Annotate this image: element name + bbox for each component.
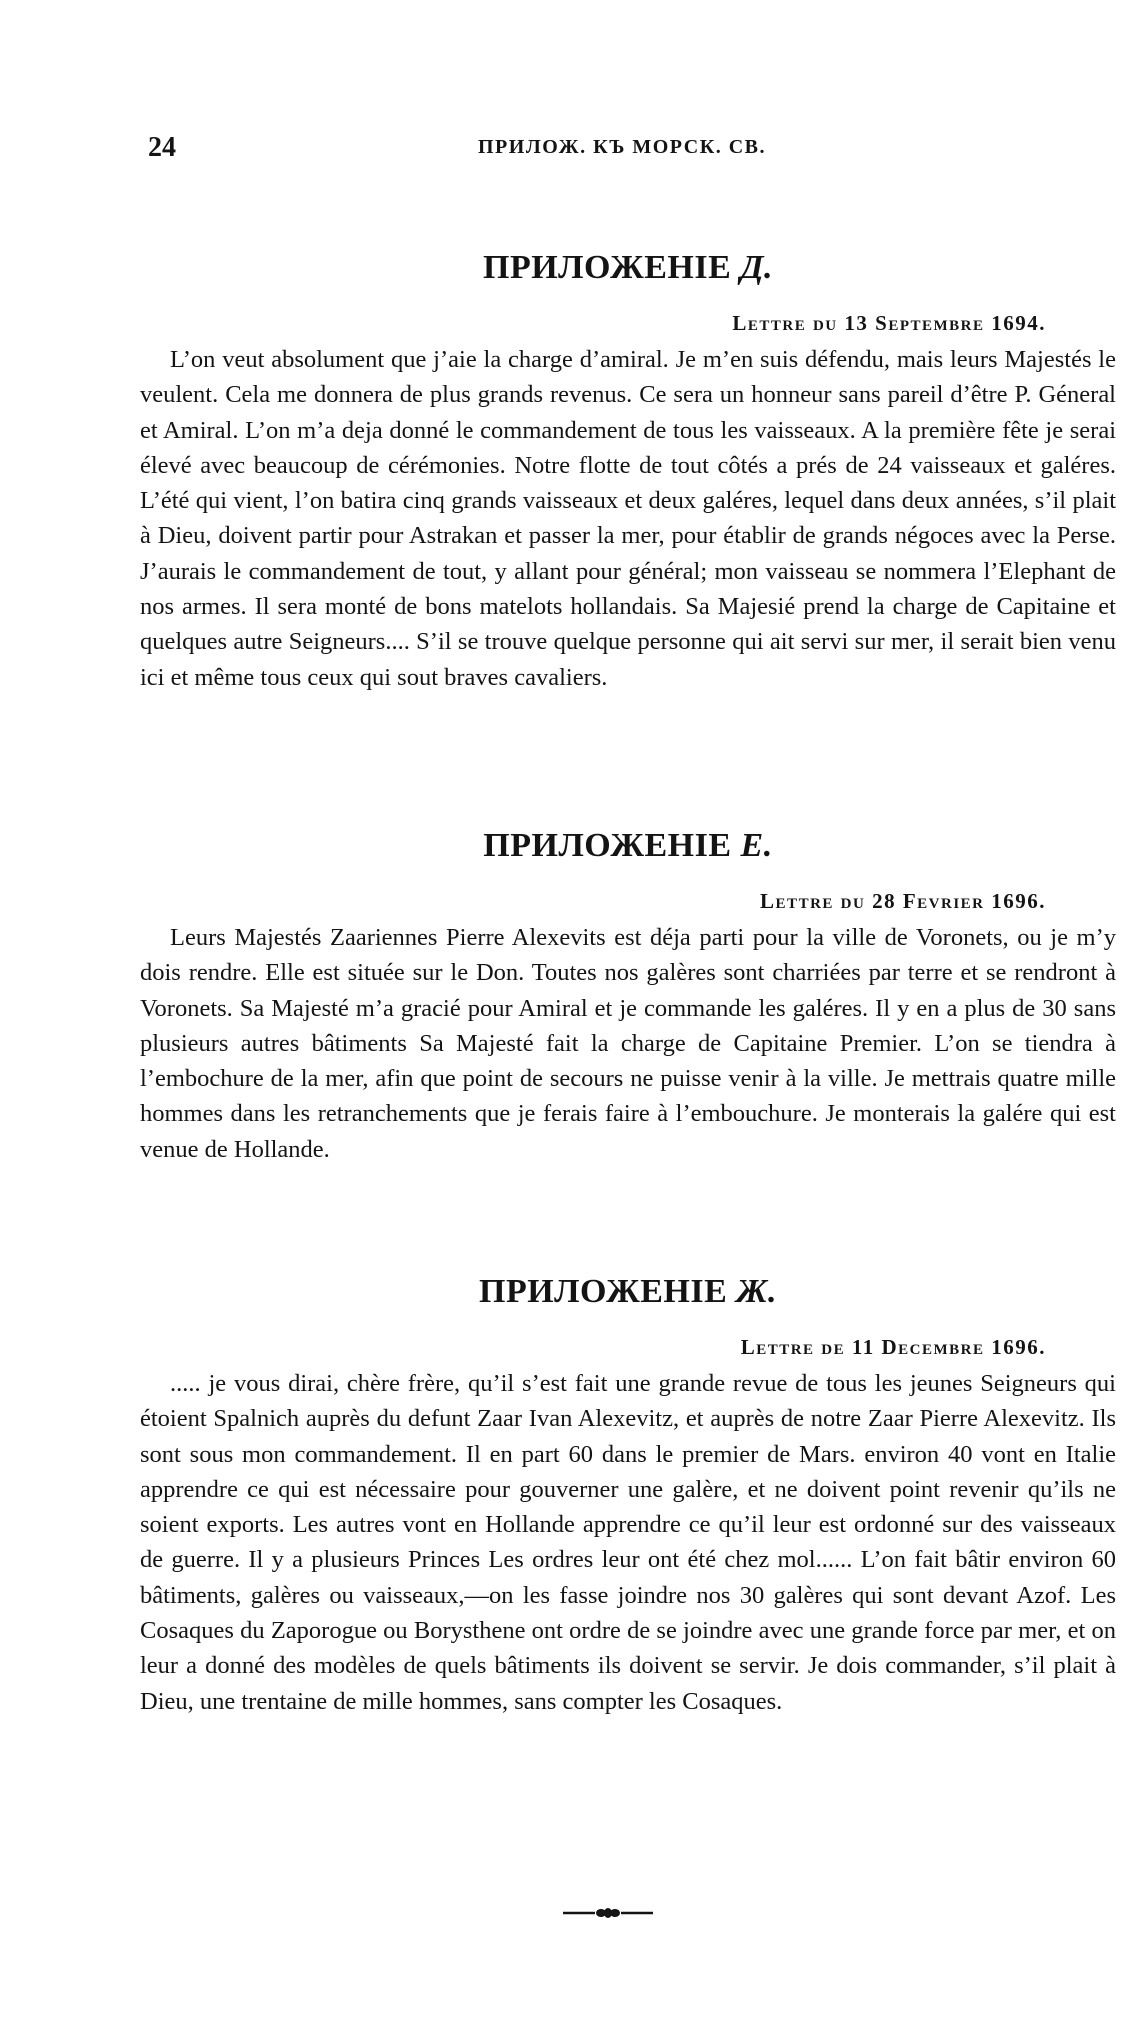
letter-dateline: Lettre de 11 Decembre 1696.: [740, 1335, 1046, 1359]
appendix-section-e: [140, 822, 1116, 1167]
section-title: [140, 244, 1116, 292]
letter-body: ..... je vous dirai, chère frère, qu’il s’est fait une grande revue de tous les jeunes Seigneurs qui étoient Spalnich auprès du defunt Zaar Ivan Alexevitz, et auprès de notre Zaar Pierre Alexevitz. Ils sont sous mon commandement. Il en part 60 dans le premier de Mars. environ 40 vont en Italie apprendre ce qui est nécessaire pour gouverner une galère, et ne doivent point revenir qu’ils ne soient exports. Les autres vont en Hollande apprendre ce qu’il leur est ordonné sur des vaisseaux de guerre. Il y a plusieurs Princes Les ordres leur ont été chez mol...... L’on fait bâtir environ 60 bâtiments, galères ou vaisseaux,—on les fasse joindre nos 30 galères qui sont devant Azof. Les Cosaques du Zaporogue ou Borysthene ont ordre de se joindre avec une grande force par mer, et on leur a donné des modèles de quels bâtiments ils doivent se servir. Je dois commander, s’il plait à Dieu, une trentaine de mille hommes, sans compter les Cosaques.: [140, 1370, 1116, 1715]
letter-dateline: Lettre du 28 Fevrier 1696.: [760, 889, 1046, 913]
letter-body: L’on veut absolument que j’aie la charge d’amiral. Je m’en suis défendu, mais leurs Majestés le veulent. Cela me donnera de plus grands revenus. Ce sera un honneur sans pareil d’être P. Géneral et Amiral. L’on m’a deja donné le commandement de tous les vaisseaux. A la première fête je serai élevé avec beaucoup de cérémonies. Notre flotte de tout côtés a prés de 24 vaisseaux et galéres. L’été qui vient, l’on batira cinq grands vaisseaux et deux galéres, lequel dans deux années, s’il plait à Dieu, doivent partir pour Astrakan et passer la mer, pour établir de grands négoces avec la Perse. J’aurais le commandement de tout, y allant pour général; mon vaisseau se nommera l’Elephant de nos armes. Il sera monté de bons matelots hollandais. Sa Majesié prend la charge de Capitaine et quelques autre Seigneurs.... S’il se trouve quelque personne qui ait servi sur mer, il serait bien venu ici et même tous ceux qui sout braves cavaliers.: [140, 346, 1116, 691]
section-title-letter: Е.: [740, 827, 773, 864]
page-header: [140, 132, 1010, 172]
section-title-letter: Ж.: [736, 1273, 777, 1310]
section-title-prefix: ПРИЛОЖЕНІЕ: [483, 827, 732, 864]
letter-body: Leurs Majestés Zaariennes Pierre Alexevits est déja parti pour la ville de Voronets, ou je m’y dois rendre. Elle est située sur le Don. Toutes nos galères sont charriées par terre et se rendront à Voronets. Sa Majesté m’a gracié pour Amiral et je commande les galéres. Il y en a plus de 30 sans plusieurs autres bâtiments Sa Majesté fait la charge de Capitaine Premier. L’on se tiendra à l’embochure de la mer, afin que point de secours ne puisse venir à la ville. Je mettrais quatre mille hommes dans les retranchements que je ferais faire à l’embouchure. Je monterais la galére qui est venue de Hollande.: [140, 924, 1116, 1163]
running-head: ПРИЛОЖ. КЪ МОРСК. СВ.: [478, 136, 766, 158]
section-title: [140, 822, 1116, 870]
appendix-section-d: [140, 244, 1116, 695]
section-title-prefix: ПРИЛОЖЕНІЕ: [483, 249, 732, 286]
section-title-prefix: ПРИЛОЖЕНІЕ: [479, 1273, 728, 1310]
appendix-section-zh: [140, 1268, 1116, 1719]
ornament-icon: [563, 1905, 653, 1921]
page-number: 24: [148, 132, 176, 163]
section-title: [140, 1268, 1116, 1316]
section-title-letter: Д.: [740, 249, 773, 286]
letter-dateline: Lettre du 13 Septembre 1694.: [732, 311, 1046, 335]
